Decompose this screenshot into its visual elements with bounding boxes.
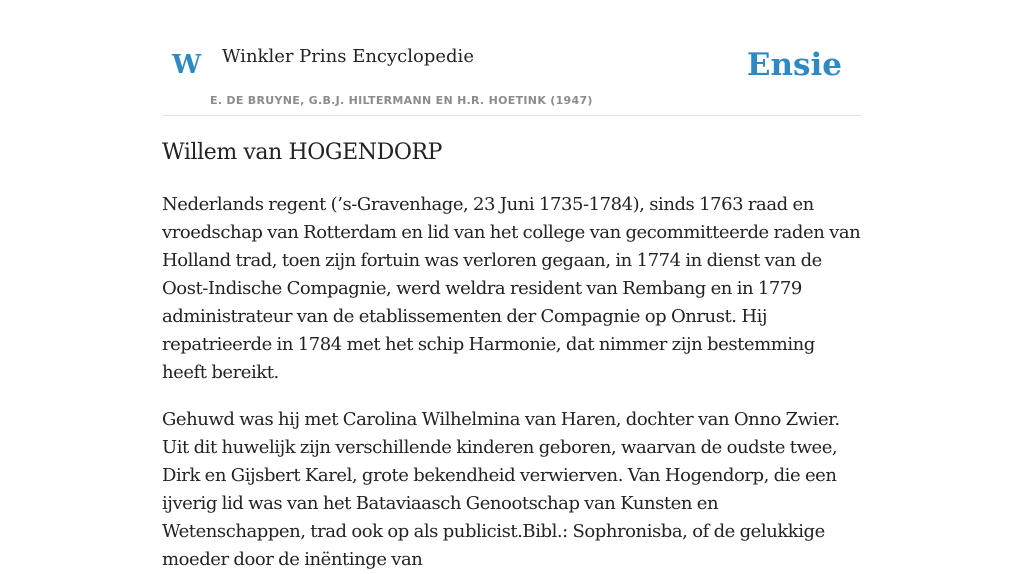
article-paragraph: Gehuwd was hij met Carolina Wilhelmina van Haren, dochter van Onno Zwier. Uit dit huwelijk zijn verschillende kinderen geboren, waarvan de oudste twee, Dirk en Gijsbert Karel, grote bekendheid verwierven. Van Hogendorp, die een ijverig lid was van het Bataviaasch Genootschap van Kunsten en Wetenschappen, trad ook op als publicist.Bibl.: Sophronisba, of de gelukkige moeder door de inëntinge van [162, 408, 840, 570]
article-paragraph: Nederlands regent (’s-Gravenhage, 23 Juni 1735-1784), sinds 1763 raad en vroedschap van Rotterdam en lid van het college van gecommitteerde raden van Holland trad, toen zijn fortuin was verloren gegaan, in 1774 in dienst van de Oost-Indische Compagnie, werd weldra resident van Rembang en in 1779 administrateur van de etablissementen der Compagnie op Onrust. Hij repatrieerde in 1784 met het schip Harmonie, dat nimmer zijn bestemming heeft bereikt. [162, 193, 861, 383]
article-title: Willem van HOGENDORP [162, 140, 443, 165]
winkler-prins-logo-icon[interactable]: W [172, 50, 202, 80]
encyclopedia-authors: E. DE BRUYNE, G.B.J. HILTERMANN EN H.R. HOETINK (1947) [210, 94, 593, 107]
ensie-logo-link[interactable]: Ensie [746, 47, 842, 83]
encyclopedia-title[interactable]: Winkler Prins Encyclopedie [222, 46, 474, 67]
article [162, 138, 862, 574]
site-header [162, 40, 862, 116]
